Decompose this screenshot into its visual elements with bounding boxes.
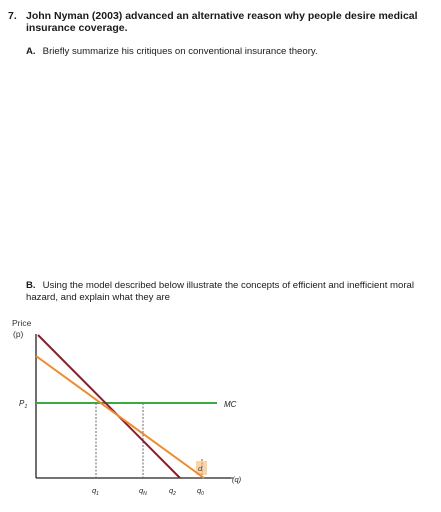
q2-label: $q_2$: [169, 486, 176, 497]
part-b-label: B.: [26, 280, 36, 291]
price-label: $P_1$: [19, 399, 28, 410]
question-text: John Nyman (2003) advanced an alternative reason why people desire medical insurance coverage.: [26, 10, 418, 34]
part-b-text: Using the model described below illustrate the concepts of efficient and inefficient moral hazard, and explain what they are: [26, 280, 415, 303]
x-axis-label: (q): [232, 475, 242, 484]
demand-curve-uninsured: [36, 356, 204, 478]
y-axis-label-price: Price: [12, 318, 32, 328]
mc-label: MC: [224, 400, 237, 409]
d-label: d: [198, 464, 203, 473]
question-number: 7.: [8, 10, 17, 22]
part-a-text: Briefly summarize his critiques on conventional insurance theory.: [42, 46, 318, 57]
part-a-label: A.: [26, 46, 36, 57]
q0-label: $q_0$: [197, 486, 204, 497]
demand-curve-insured: [38, 335, 180, 478]
q1-label: $q_1$: [92, 486, 99, 497]
qn-label: $q_N$: [139, 486, 147, 497]
y-axis-label-p: (p): [13, 329, 24, 339]
